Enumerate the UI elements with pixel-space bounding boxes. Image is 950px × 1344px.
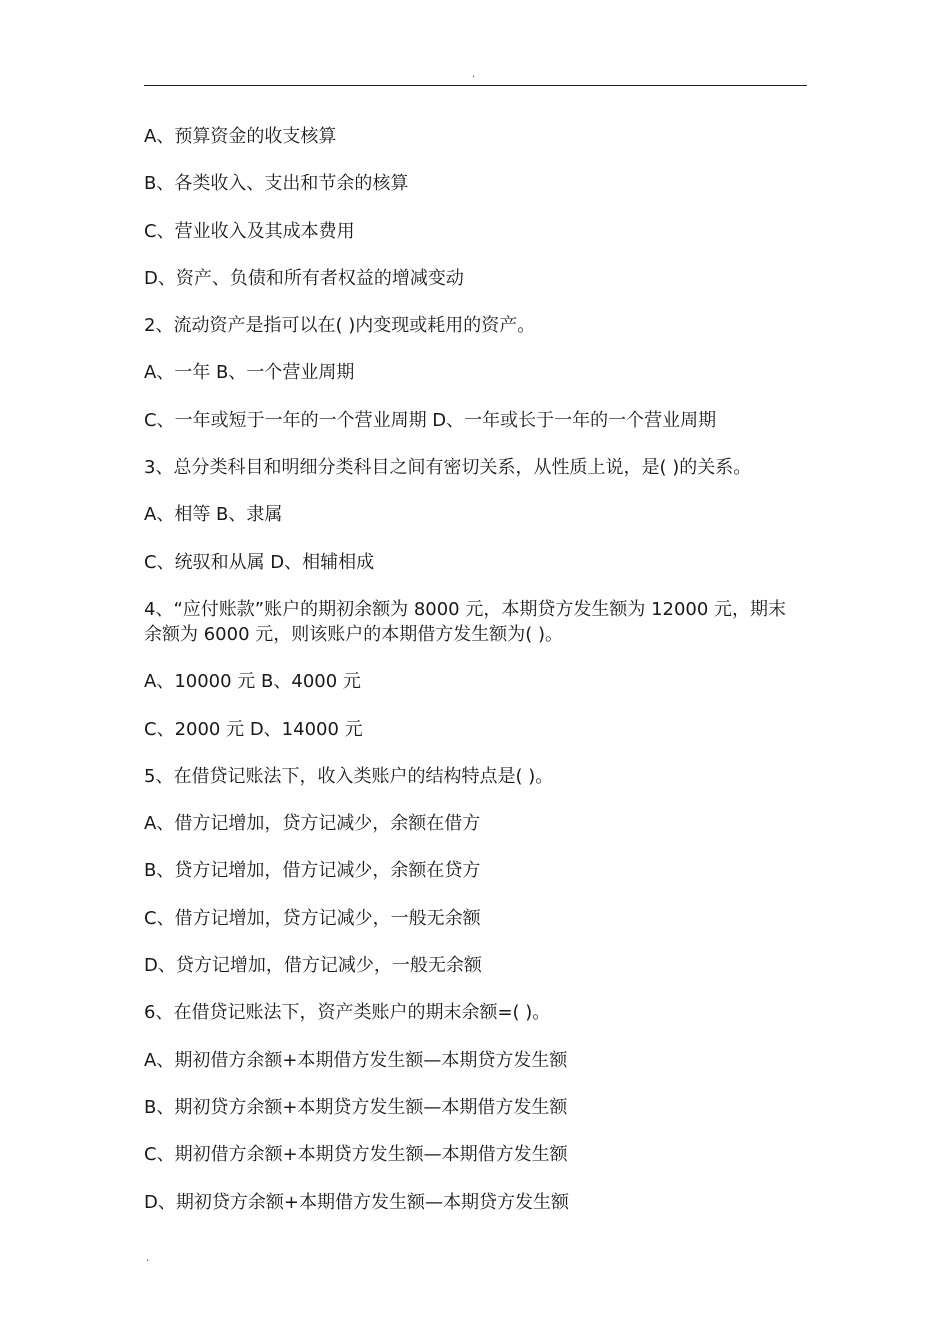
- option-line: C、期初借方余额+本期贷方发生额—本期借方发生额: [144, 1144, 568, 1166]
- option-line: B、期初贷方余额+本期贷方发生额—本期借方发生额: [144, 1096, 568, 1118]
- option-line: C、统驭和从属 D、相辅相成: [144, 551, 375, 573]
- question-line: 6、在借贷记账法下，资产类账户的期末余额=( )。: [144, 1002, 551, 1024]
- option-line: B、各类收入、支出和节余的核算: [144, 173, 409, 195]
- option-line: A、相等 B、隶属: [144, 504, 283, 526]
- option-line: A、借方记增加，贷方记减少，余额在借方: [144, 813, 481, 835]
- option-line: C、一年或短于一年的一个营业周期 D、一年或长于一年的一个营业周期: [144, 409, 717, 431]
- option-line: C、借方记增加，贷方记减少，一般无余额: [144, 907, 481, 929]
- option-line: D、期初贷方余额+本期借方发生额—本期贷方发生额: [144, 1191, 569, 1213]
- question-line: 3、总分类科目和明细分类科目之间有密切关系，从性质上说，是( )的关系。: [144, 457, 752, 479]
- header-dot: .: [472, 69, 476, 80]
- question-line: 2、流动资产是指可以在( )内变现或耗用的资产。: [144, 315, 536, 337]
- document-body: [144, 124, 804, 1237]
- option-line: C、营业收入及其成本费用: [144, 220, 355, 242]
- option-line: B、贷方记增加，借方记减少，余额在贷方: [144, 860, 481, 882]
- option-line: A、期初借方余额+本期借方发生额—本期贷方发生额: [144, 1049, 568, 1071]
- header-rule: [144, 85, 807, 86]
- question-line: 4、“应付账款”账户的期初余额为 8000 元，本期贷方发生额为 12000 元，期末余额为 6000 元，则该账户的本期借方发生额为( )。: [144, 598, 787, 645]
- option-line: A、预算资金的收支核算: [144, 126, 337, 147]
- question-line: 5、在借贷记账法下，收入类账户的结构特点是( )。: [144, 765, 554, 787]
- option-line: A、10000 元 B、4000 元: [144, 671, 361, 693]
- option-line: C、2000 元 D、14000 元: [144, 718, 363, 740]
- option-line: D、贷方记增加，借方记减少，一般无余额: [144, 955, 482, 977]
- footer-dot: .: [146, 1253, 150, 1264]
- option-line: D、资产、负债和所有者权益的增减变动: [144, 267, 464, 289]
- option-line: A、一年 B、一个营业周期: [144, 362, 355, 384]
